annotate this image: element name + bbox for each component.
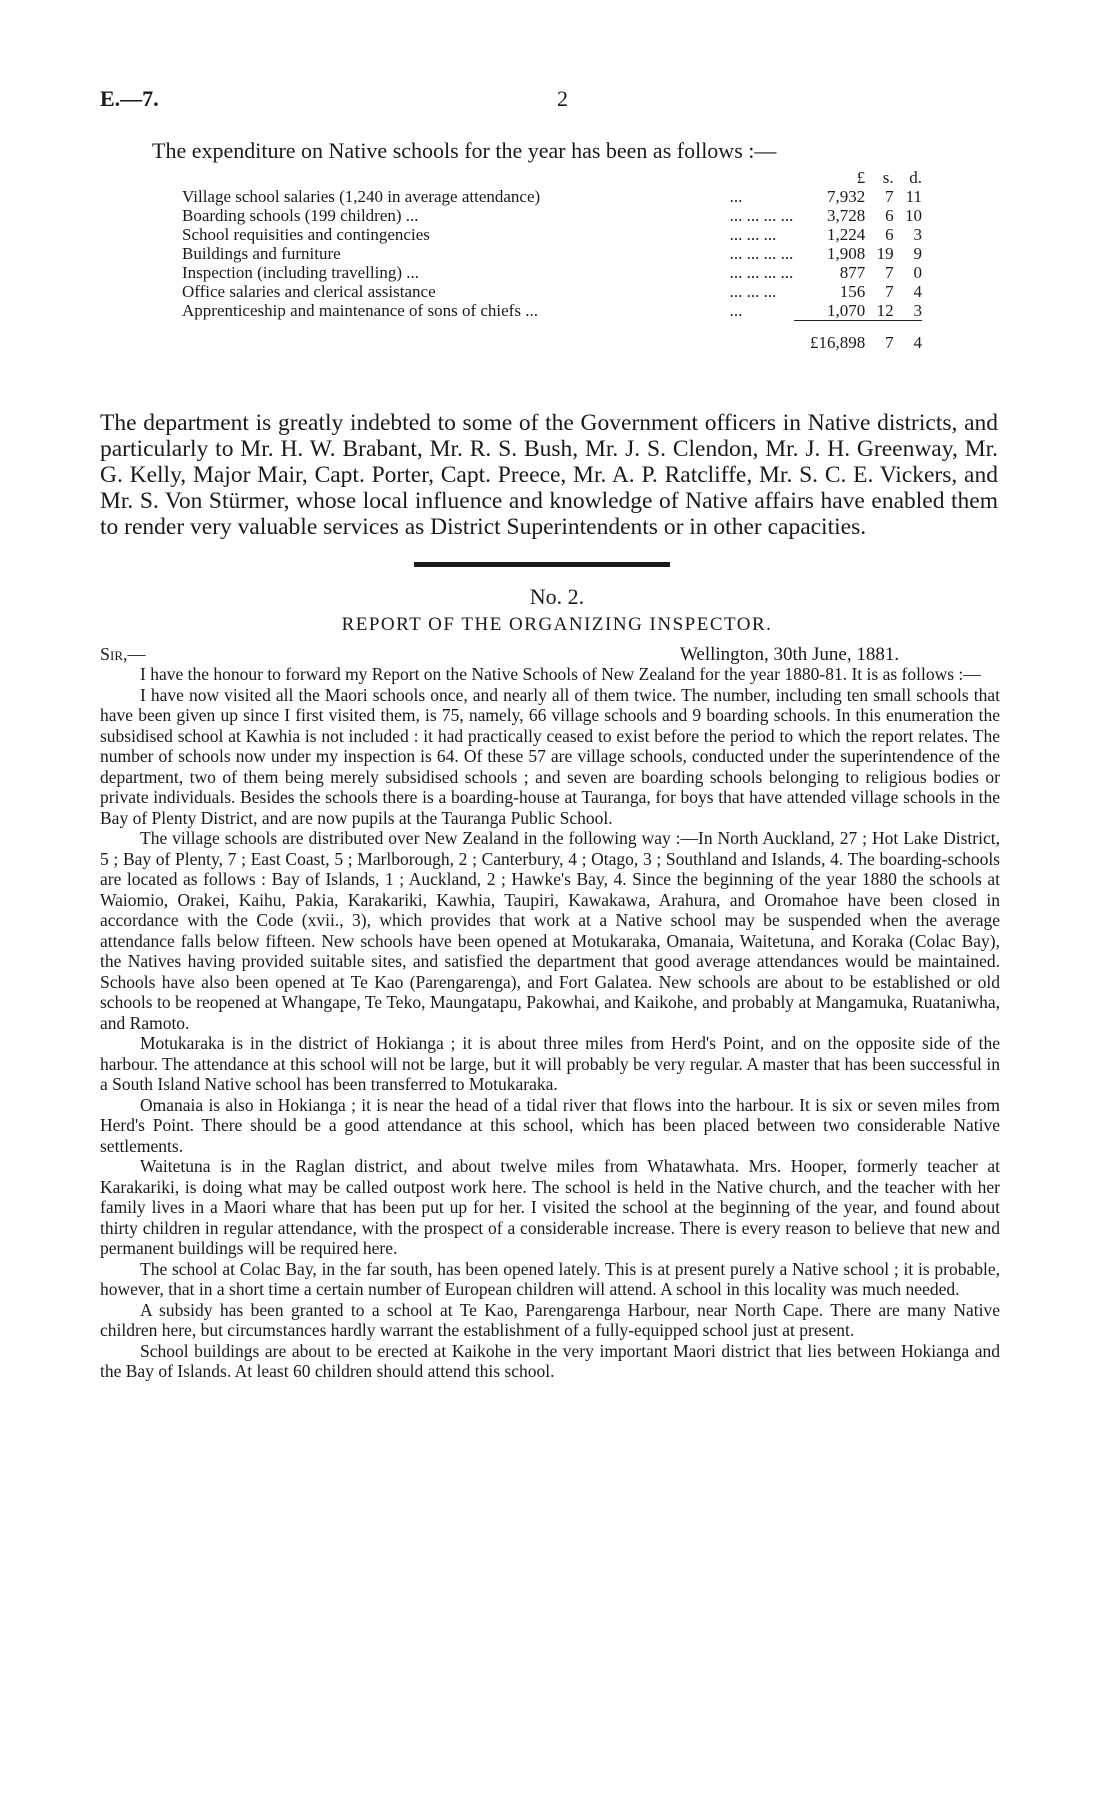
leader-dots: ... ... ... ...: [729, 244, 794, 263]
indebted-paragraph: The department is greatly indebted to some of the Government officers in Native districts, and particularly to Mr. H. W. Brabant, Mr. R. S. Bush, Mr. J. S. Clendon, Mr. J. H. Greenway, Mr. G. Kelly, Major Mair, Capt. Porter, Capt. Preece, Mr. A. P. Ratcliffe, Mr. S. C. E. Vickers, and Mr. S. Von Stürmer, whose local influence and knowledge of Native affairs have enabled them to render very valuable services as District Superintendents or in other capacities.: [100, 409, 998, 540]
dateline: Wellington, 30th June, 1881.: [680, 644, 900, 665]
row-shillings: 7: [885, 282, 894, 301]
leader-dots: ... ... ... ...: [729, 263, 794, 282]
leader-dots: ... ... ...: [729, 225, 777, 244]
row-shillings: 6: [885, 225, 894, 244]
total-shillings: 7: [865, 321, 893, 353]
leader-dots: ... ... ...: [729, 282, 777, 301]
pounds-header: £: [856, 168, 866, 187]
row-label: Office salaries and clerical assistance: [182, 282, 436, 301]
expenditure-row: [182, 263, 922, 282]
salutation: Sir,—: [100, 644, 146, 664]
row-shillings: 7: [885, 187, 894, 206]
document-reference: E.—7.: [100, 86, 159, 111]
pence-header: d.: [909, 168, 922, 187]
page-header: [100, 86, 1014, 116]
total-pounds: £16,898: [794, 321, 865, 353]
report-paragraph: Omanaia is also in Hokianga ; it is near the head of a tidal river that flows into the harbour. It is six or seven miles from Herd's Point. There should be a good attendance at this school, which has been placed between two considerable Native settlements.: [100, 1094, 1000, 1156]
expenditure-intro: The expenditure on Native schools for the year has been as follows :—: [152, 138, 777, 163]
report-paragraph: School buildings are about to be erected at Kaikohe in the very important Maori district that lies between Hokianga and the Bay of Islands. At least 60 children should attend this school.: [100, 1340, 1000, 1381]
row-label: School requisities and contingencies: [182, 225, 430, 244]
row-pounds: 1,070: [826, 301, 866, 320]
section-divider: [414, 562, 670, 567]
report-paragraph: I have the honour to forward my Report on the Native Schools of New Zealand for the year 1880-81. It is as follows :—: [140, 664, 981, 684]
expenditure-total-row: [182, 321, 922, 353]
row-shillings: 6: [885, 206, 894, 225]
expenditure-row: [182, 301, 922, 321]
expenditure-row: [182, 282, 922, 301]
row-pounds: 1,224: [826, 225, 866, 244]
row-pounds: 1,908: [826, 244, 866, 263]
expenditure-row: [182, 225, 922, 244]
row-label: Apprenticeship and maintenance of sons of chiefs ...: [182, 301, 538, 321]
row-pence: 3: [913, 225, 922, 244]
row-pounds: 3,728: [826, 206, 866, 225]
row-pence: 11: [905, 187, 922, 206]
row-pounds: 877: [839, 263, 866, 282]
row-pounds: 7,932: [826, 187, 866, 206]
report-title: REPORT OF THE ORGANIZING INSPECTOR.: [341, 614, 773, 635]
row-pence: 4: [913, 282, 922, 301]
report-paragraph: The village schools are distributed over New Zealand in the following way :—In North Auckland, 27 ; Hot Lake District, 5 ; Bay of Plenty, 7 ; East Coast, 5 ; Marlborough, 2 ; Canterbury, 4 ; Otago, 3 ; Southland and Islands, 4. The boarding-schools are located as follows : Bay of Islands, 1 ; Auckland, 2 ; Hawke's Bay, 4. Since the beginning of the year 1880 the schools at Waiomio, Orakei, Kaihu, Pakia, Karakariki, Kawhia, Taupiri, Kawakawa, Arahura, and Oromahoe have been closed in accordance with the Code (xvii., 3), which provides that work at a Native school may be suspended when the average attendance falls below fifteen. New schools have been opened at Motukaraka, Omanaia, Waitetuna, and Koraka (Colac Bay), the Natives having provided suitable sites, and satisfied the department that good average attendances would be maintained. Schools have also been opened at Te Kao (Parengarenga), and Fort Galatea. New schools are about to be established or old schools to be reopened at Whangape, Te Teko, Maungatapu, Pakowhai, and Kaikohe, and probably at Mangamuka, Ruataniwha, and Ramoto.: [100, 828, 1000, 1033]
row-label: Village school salaries (1,240 in average attendance): [182, 187, 541, 206]
expenditure-row: [182, 187, 922, 206]
row-pence: 9: [913, 244, 922, 263]
total-pence: 4: [894, 321, 922, 353]
report-number: No. 2.: [529, 584, 585, 609]
report-paragraph: A subsidy has been granted to a school at Te Kao, Parengarenga Harbour, near North Cape. There are many Native children here, but circumstances hardly warrant the establishment of a fully-equipped school just at present.: [100, 1299, 1000, 1340]
row-label: Inspection (including travelling) ...: [182, 263, 419, 282]
leader-dots: ...: [729, 187, 743, 206]
expenditure-row: [182, 244, 922, 263]
row-label: Buildings and furniture: [182, 244, 341, 263]
report-body: [100, 664, 1000, 1382]
leader-dots: ...: [729, 301, 743, 321]
row-pounds: 156: [839, 282, 866, 301]
report-paragraph: The school at Colac Bay, in the far south, has been opened lately. This is at present purely a Native school ; it is probable, however, that in a short time a certain number of European children will attend. A school in this locality was much needed.: [100, 1258, 1000, 1299]
row-shillings: 7: [885, 263, 894, 282]
row-label: Boarding schools (199 children) ...: [182, 206, 419, 225]
shillings-header: s.: [882, 168, 894, 187]
currency-units-row: [182, 168, 922, 187]
report-paragraph: Motukaraka is in the district of Hokianga ; it is about three miles from Herd's Point, and on the opposite side of the harbour. The attendance at this school will not be large, but it will probably be very regular. A master that has been successful in a South Island Native school has been transferred to Motukaraka.: [100, 1033, 1000, 1094]
row-pence: 0: [913, 263, 922, 282]
row-shillings: 19: [876, 244, 894, 263]
report-paragraph: I have now visited all the Maori schools once, and nearly all of them twice. The number, including ten small schools that have been given up since I first visited them, is 75, namely, 66 village schools and 9 boarding schools. In this enumeration the subsidised school at Kawhia is not included : it had practically ceased to exist before the period to which the report relates. The number of schools now under my inspection is 64. Of these 57 are village schools, conducted under the superintendence of the department, two of them being merely subsidised schools ; and seven are boarding schools belonging to religious bodies or private individuals. Besides the schools there is a boarding-house at Tauranga, for boys that have attended village schools in the Bay of Plenty District, and are now pupils at the Tauranga Public School.: [100, 684, 1000, 828]
row-pence: 10: [905, 206, 922, 225]
expenditure-row: [182, 206, 922, 225]
expenditure-table: [182, 168, 922, 352]
report-paragraph: Waitetuna is in the Raglan district, and about twelve miles from Whatawhata. Mrs. Hooper, formerly teacher at Karakariki, is doing what may be called outpost work here. The school is held in the Native church, and the teacher with her family lives in a Maori whare that has been put up for her. I visited the school at the beginning of the year, and found about thirty children in regular attendance, with the prospect of a considerable increase. There is every reason to believe that new and permanent buildings will be required here.: [100, 1156, 1000, 1258]
row-shillings: 12: [876, 301, 894, 320]
row-pence: 3: [913, 301, 922, 320]
page-number: 2: [557, 86, 568, 111]
leader-dots: ... ... ... ...: [729, 206, 794, 225]
